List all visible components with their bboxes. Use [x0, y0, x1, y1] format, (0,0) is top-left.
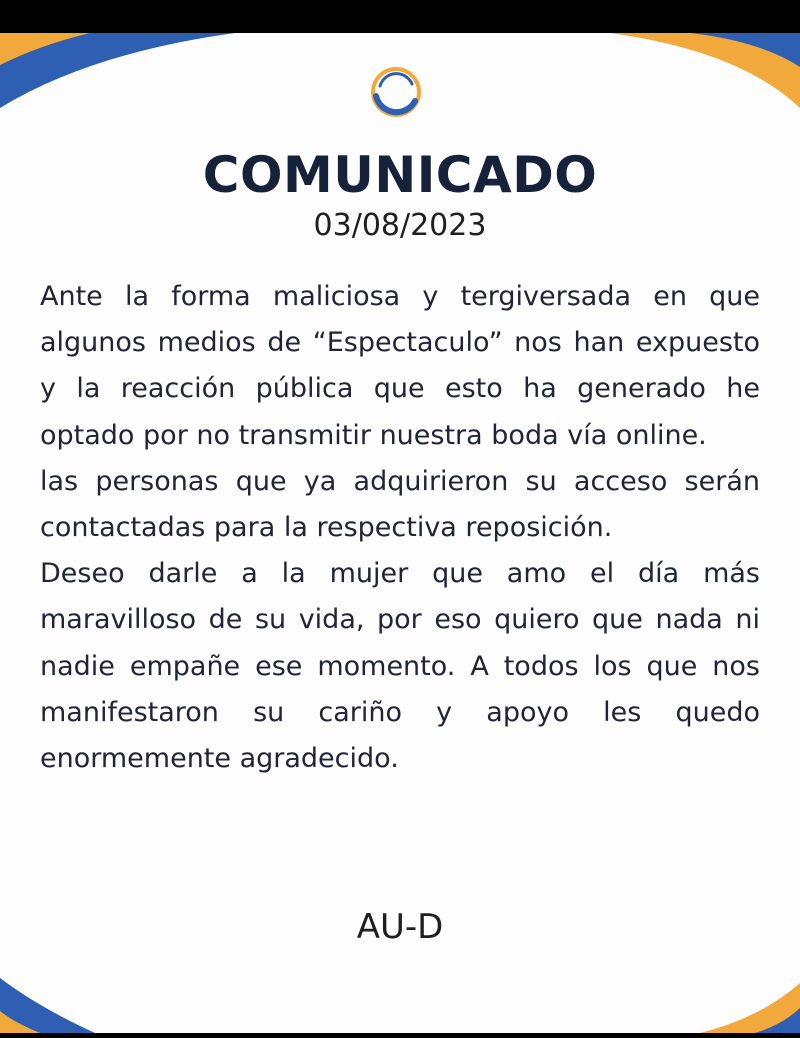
top-right-blue-swoosh [690, 33, 800, 67]
announcement-card [0, 33, 800, 1033]
top-left-gold-swoosh [0, 33, 90, 65]
announcement-body [40, 274, 760, 782]
bottom-left-gold-swoosh [0, 1011, 40, 1033]
bottom-left-blue-swoosh [0, 978, 95, 1033]
signature: AU-D [356, 907, 444, 947]
ring-logo-icon [368, 63, 424, 121]
bottom-right-blue-swoosh [755, 1008, 800, 1033]
paragraph-2: las personas que ya adquirieron su acceso serán contactadas para la respectiva reposición. [40, 465, 760, 544]
top-left-blue-swoosh [0, 33, 235, 108]
paragraph-1: Ante la forma maliciosa y tergiversada en que algunos medios de “Espectaculo” nos han expuesto y la reacción pública que esto ha generado he optado por no transmitir nuestra boda vía online. [40, 281, 760, 451]
paragraph-3: Deseo darle a la mujer que amo el día más maravilloso de su vida, por eso quiero que nada ni nadie empañe ese momento. A todos los que nos manifestaron su cariño y apoyo les quedo enormemente agradecido. [40, 558, 760, 775]
announcement-date: 03/08/2023 [313, 208, 487, 243]
bottom-right-gold-swoosh [700, 983, 800, 1033]
page-title: COMUNICADO [202, 146, 598, 204]
top-right-gold-swoosh [610, 33, 800, 108]
